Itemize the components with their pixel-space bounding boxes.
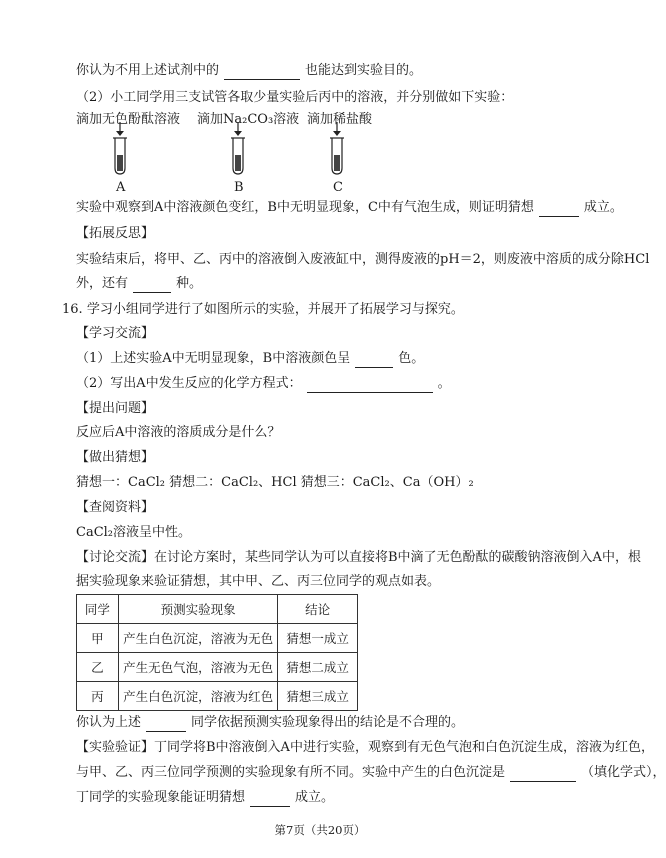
test-tubes-diagram [0,120,640,180]
answer-blank[interactable] [224,65,300,80]
text: 丁同学的实验现象能证明猜想 [76,790,246,805]
table-cell: 丙 [77,682,119,711]
tube-letter-a: A [116,180,126,195]
tube-c-diagram [330,122,344,174]
table-cell: 猜想一成立 [278,624,358,653]
text: （2）写出A中发生反应的化学方程式： [76,376,302,391]
text: 同学依据预测实验现象得出的结论是不合理的。 [191,715,465,730]
text: 实验中观察到A中溶液颜色变红，B中无明显现象，C中有气泡生成，则证明猜想 [76,200,534,215]
guess-heading: 【做出猜想】 [76,450,155,465]
text: （1）上述实验A中无明显现象，B中溶液颜色呈 [76,351,351,366]
text: 与甲、乙、丙三位同学预测的实验现象有所不同。实验中产生的白色沉淀是 [76,765,506,780]
tube-letter-c: C [333,180,343,195]
answer-blank[interactable] [133,278,171,293]
answer-blank[interactable] [250,792,290,807]
exchange-heading: 【学习交流】 [76,326,155,341]
q15-line2: （2）小工同学用三支试管各取少量实验后丙中的溶液，并分别做如下实验： [76,90,514,105]
q15-line1 [76,62,422,80]
answer-blank[interactable] [146,717,186,732]
table-cell: 乙 [77,653,119,682]
text: 你认为上述 [76,715,142,730]
text: 。 [437,376,451,391]
verify-line3 [76,789,334,807]
table-header-row [77,595,358,624]
table-header: 同学 [77,595,119,624]
table-cell: 产生白色沉淀，溶液为红色 [118,682,277,711]
table-header: 预测实验现象 [118,595,277,624]
q16-intro [62,301,464,319]
table-cell: 产生无色气泡，溶液为无色 [118,653,277,682]
info-text: CaCl₂溶液呈中性。 [76,525,192,540]
tube-letter-b: B [234,180,244,195]
answer-blank[interactable] [307,378,433,393]
text: 色。 [398,351,425,366]
question-heading: 【提出问题】 [76,401,155,416]
text: 也能达到实验目的。 [305,63,423,78]
question-number: 16. [62,302,83,317]
text: 外，还有 [76,276,129,291]
text: 成立。 [295,790,335,805]
tube-a-diagram [113,122,127,174]
judge-line [76,714,464,732]
reflection-line2 [76,275,202,293]
prediction-table [76,594,358,711]
tube-label-a: 滴加无色酚酞溶液 [76,112,181,127]
answer-blank[interactable] [539,202,579,217]
table-row [77,624,358,653]
tube-b-diagram [231,122,245,174]
reflection-heading: 【拓展反思】 [76,226,155,241]
table-cell: 猜想三成立 [278,682,358,711]
reflection-line1: 实验结束后，将甲、乙、丙中的溶液倒入废液缸中，测得废液的pH＝2，则废液中溶质的成分除HCl [76,252,650,267]
verify-line1: 【实验验证】丁同学将B中溶液倒入A中进行实验，观察到有无色气泡和白色沉淀生成，溶液为红色， [76,740,654,755]
q16-sub2 [76,375,451,393]
table-row [77,653,358,682]
text: 学习小组同学进行了如图所示的实验，并展开了拓展学习与探究。 [86,302,464,317]
tube-label-c: 滴加稀盐酸 [307,112,373,127]
table-header: 结论 [278,595,358,624]
table-row [77,682,358,711]
page-footer: 第7页（共20页） [274,823,366,837]
text: （填化学式）， [581,765,666,780]
text: 种。 [176,276,203,291]
table-cell: 甲 [77,624,119,653]
table-cell: 猜想二成立 [278,653,358,682]
text: 成立。 [583,200,623,215]
guess-text: 猜想一：CaCl₂ 猜想二：CaCl₂、HCl 猜想三：CaCl₂、Ca（OH）₂ [76,475,474,490]
discussion-line1: 【讨论交流】在讨论方案时，某些同学认为可以直接将B中滴了无色酚酞的碳酸钠溶液倒入A中，根 [76,550,641,565]
info-heading: 【查阅资料】 [76,500,155,515]
text: 你认为不用上述试剂中的 [76,63,220,78]
table-cell: 产生白色沉淀，溶液为无色 [118,624,277,653]
verify-line2 [76,764,666,782]
q15-observation [76,199,623,217]
q16-sub1 [76,350,424,368]
answer-blank[interactable] [510,767,576,782]
tube-label-b: 滴加Na₂CO₃溶液 [197,112,300,127]
question-text: 反应后A中溶液的溶质成分是什么？ [76,425,281,440]
discussion-line2: 据实验现象来验证猜想，其中甲、乙、丙三位同学的观点如表。 [76,574,441,589]
answer-blank[interactable] [355,353,393,368]
